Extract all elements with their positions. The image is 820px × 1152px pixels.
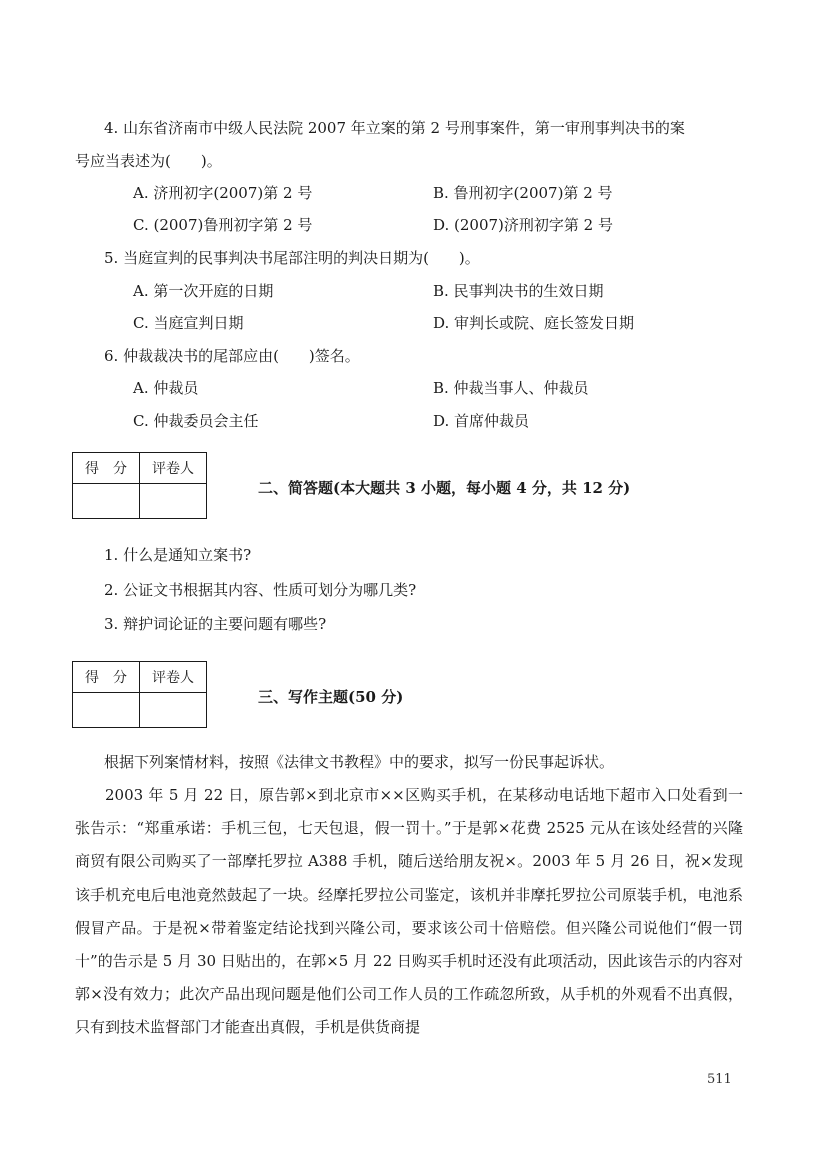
grader-header: 评卷人 — [140, 662, 207, 693]
grader-cell — [140, 693, 207, 728]
question-4-stem-line1: 4. 山东省济南市中级人民法院 2007 年立案的第 2 号刑事案件，第一审刑事判决书的案 — [104, 119, 685, 137]
score-table-section-2 — [72, 452, 207, 519]
score-cell — [73, 693, 140, 728]
grader-header: 评卷人 — [140, 453, 207, 484]
question-5-option-a: A. 第一次开庭的日期 — [133, 282, 274, 300]
question-4-option-d: D. (2007)济刑初字第 2 号 — [433, 216, 613, 234]
question-4-option-a: A. 济刑初字(2007)第 2 号 — [133, 184, 313, 202]
case-material-text: 2003 年 5 月 22 日，原告郭×到北京市××区购买手机，在某移动电话地下超市入口处看到一张告示：“郑重承诺：手机三包，七天包退，假一罚十。”于是郭×花费 2525 元从在该处经营的兴隆商贸有限公司购买了一部摩托罗拉 A388 手机，随后送给朋友祝×。2003 年 5 月 26 日，祝×发现该手机充电后电池竟然鼓起了一块。经摩托罗拉公司鉴定，该机并非摩托罗拉公司原装手机，电池系假冒产品。于是祝×带着鉴定结论找到兴隆公司，要求该公司十倍赔偿。但兴隆公司说他们“假一罚十”的告示是 5 月 30 日贴出的，在郭×5 月 22 日购买手机时还没有此项活动，因此该告示的内容对郭×没有效力；此次产品出现问题是他们公司工作人员的工作疏忽所致，从手机的外观看不出真假，只有到技术监督部门才能查出真假，手机是供货商提 — [75, 786, 743, 1037]
question-6-option-c: C. 仲裁委员会主任 — [133, 412, 259, 430]
section-2-title: 二、简答题(本大题共 3 小题，每小题 4 分，共 12 分) — [258, 479, 631, 497]
question-4-option-c: C. (2007)鲁刑初字第 2 号 — [133, 216, 313, 234]
section-3-title: 三、写作主题(50 分) — [258, 688, 404, 706]
score-table-section-3 — [72, 661, 207, 728]
question-5-option-d: D. 审判长或院、庭长签发日期 — [433, 314, 635, 332]
question-5-option-b: B. 民事判决书的生效日期 — [433, 282, 604, 300]
question-4-option-b: B. 鲁刑初字(2007)第 2 号 — [433, 184, 613, 202]
question-6-option-a: A. 仲裁员 — [133, 379, 199, 397]
question-6-option-b: B. 仲裁当事人、仲裁员 — [433, 379, 589, 397]
score-header: 得 分 — [73, 453, 140, 484]
short-question-2: 2. 公证文书根据其内容、性质可划分为哪几类? — [104, 581, 417, 599]
page-number: 511 — [707, 1072, 732, 1087]
question-5-stem: 5. 当庭宣判的民事判决书尾部注明的判决日期为( )。 — [104, 249, 480, 267]
question-4-stem-line2: 号应当表述为( )。 — [75, 152, 222, 170]
writing-task-intro: 根据下列案情材料，按照《法律文书教程》中的要求，拟写一份民事起诉状。 — [104, 753, 615, 771]
short-question-1: 1. 什么是通知立案书? — [104, 546, 252, 564]
grader-cell — [140, 484, 207, 519]
case-material-paragraph — [75, 779, 743, 1045]
score-cell — [73, 484, 140, 519]
question-6-stem: 6. 仲裁裁决书的尾部应由( )签名。 — [104, 347, 360, 365]
short-question-3: 3. 辩护词论证的主要问题有哪些? — [104, 615, 327, 633]
question-6-option-d: D. 首席仲裁员 — [433, 412, 530, 430]
score-header: 得 分 — [73, 662, 140, 693]
question-5-option-c: C. 当庭宣判日期 — [133, 314, 244, 332]
